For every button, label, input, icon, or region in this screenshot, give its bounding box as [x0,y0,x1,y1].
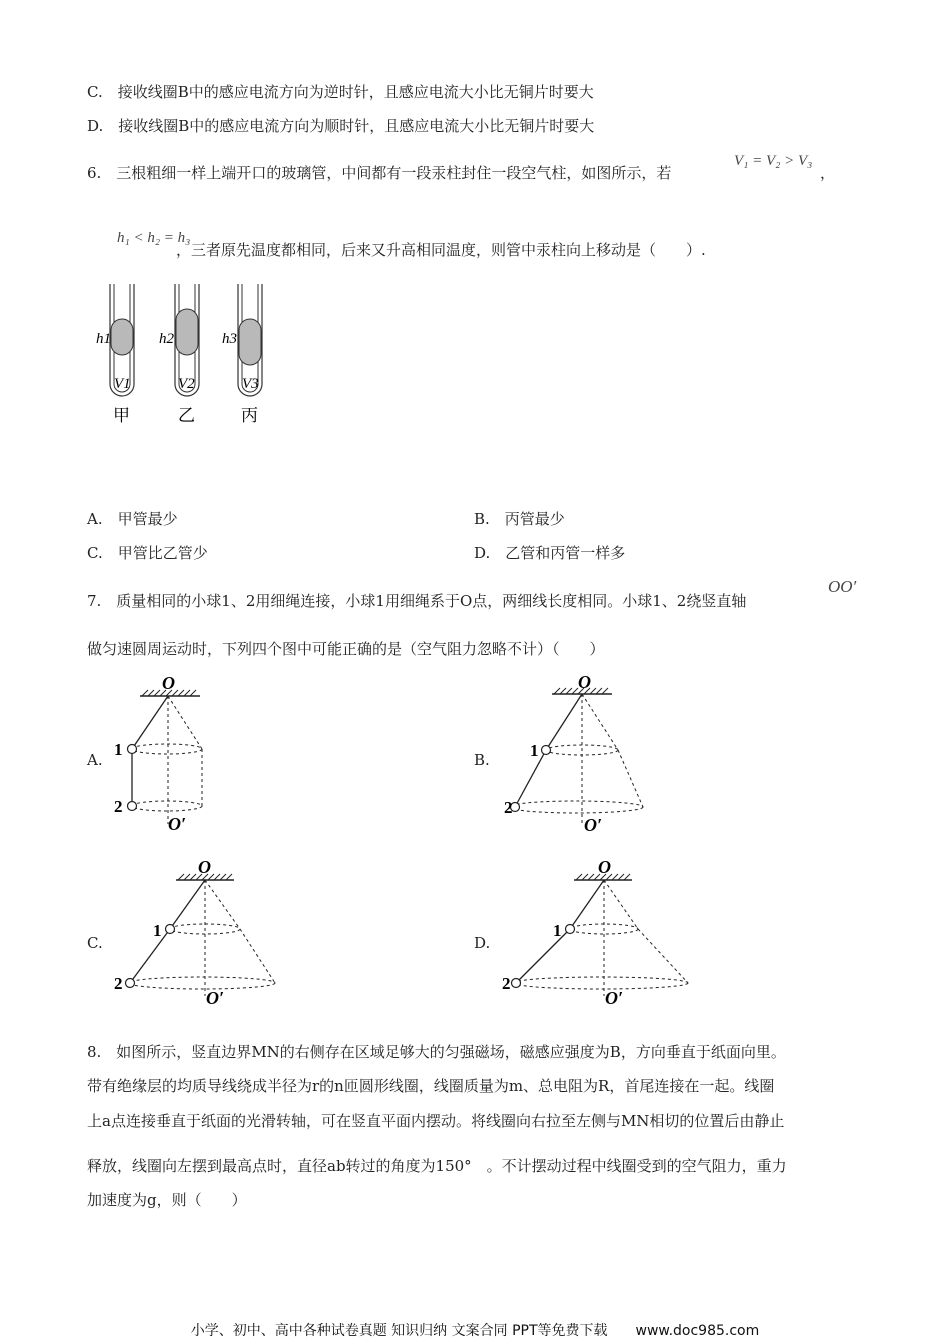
ball-2 [512,979,521,988]
ball-1 [566,925,575,934]
q7-stem-line1: 7. 质量相同的小球1、2用细绳连接，小球1用细绳系于O点，两细线长度相同。小球1、2绕竖直轴 [87,592,747,610]
v2-label: V2 [178,376,195,392]
q7-figure-a [110,676,220,836]
h1-label: h1 [96,331,111,347]
point-o-prime: O′ [605,988,624,1008]
q7-stem-line2: 做匀速圆周运动时，下列四个图中可能正确的是（空气阻力忽略不计）（ ） [87,640,605,658]
tube-jia [96,284,134,396]
q6-condition-v: V₁ = V₂ > V₃ [734,153,813,169]
page-footer: 小学、初中、高中各种试卷真题 知识归纳 文案合同 PPT等免费下载 www.doc985.com [190,1323,760,1339]
point-o: O [198,857,211,877]
tube-label-yi: 乙 [178,406,195,425]
point-o-prime: O′ [206,988,225,1008]
q7-option-a-label: A. [87,751,103,769]
mercury-column-2 [176,309,198,355]
ball-1-label: 1 [153,921,162,940]
ball-1 [166,925,175,934]
point-o: O [598,857,611,877]
mercury-column-1 [111,319,133,355]
q7-figure-c [110,856,280,1010]
q6-tubes-figure [92,284,272,434]
q7-figure-b [500,674,650,836]
q8-line1: 8. 如图所示，竖直边界MN的右侧存在区域足够大的匀强磁场，磁感应强度为B，方向垂直于纸面向里。 [87,1043,786,1061]
q5-option-c: C. 接收线圈B中的感应电流方向为逆时针，且感应电流大小比无铜片时要大 [87,83,594,101]
point-o: O [162,676,175,693]
q8-line2: 带有绝缘层的均质导线绕成半径为r的n匝圆形线圈，线圈质量为m、总电阻为R，首尾连接在一起。线圈 [87,1077,775,1095]
q7-option-b-label: B. [474,751,490,769]
ball-1 [542,746,551,755]
h2-label: h2 [159,331,174,347]
q8-line5: 加速度为g，则（ ） [87,1191,247,1209]
ball-2-label: 2 [504,798,513,817]
ball-1-label: 1 [553,921,562,940]
q6-option-d: D. 乙管和丙管一样多 [474,544,626,562]
ball-2 [128,802,137,811]
mercury-column-3 [239,319,261,365]
ball-1-label: 1 [114,740,123,759]
q8-line3: 上a点连接垂直于纸面的光滑转轴，可在竖直平面内摆动。将线圈向右拉至左侧与MN相切的位置后由静止 [87,1112,785,1130]
q7-option-d-label: D. [474,934,491,952]
q6-option-c: C. 甲管比乙管少 [87,544,208,562]
tube-bing [222,284,262,396]
point-o-prime: O′ [584,815,603,835]
tube-yi [159,284,199,396]
q6-option-b: B. 丙管最少 [474,510,565,528]
q6-condition-h: h₁ < h₂ = h₃ [117,230,191,246]
ball-2-label: 2 [502,974,511,993]
q6-stem-line2: ，三者原先温度都相同，后来又升高相同温度，则管中汞柱向上移动是（ ）. [176,241,706,259]
q6-option-a: A. 甲管最少 [87,510,178,528]
q7-option-c-label: C. [87,934,103,952]
v3-label: V3 [242,376,259,392]
q8-line4: 释放，线圈向左摆到最高点时，直径ab转过的角度为150° 。不计摆动过程中线圈受到的空气阻力，重力 [87,1157,787,1175]
q6-stem-line1: 6. 三根粗细一样上端开口的玻璃管，中间都有一段汞柱封住一段空气柱，如图所示，若 [87,164,672,182]
q6-comma: ， [820,164,836,182]
point-o-prime: O′ [168,814,187,834]
q7-axis-label: OO′ [828,577,857,596]
h3-label: h3 [222,331,237,347]
ball-1 [128,745,137,754]
ball-2 [126,979,135,988]
q7-figure-d [498,856,698,1010]
ball-2-label: 2 [114,797,123,816]
ball-1-label: 1 [530,741,539,760]
tube-label-jia: 甲 [113,406,130,425]
q5-option-d: D. 接收线圈B中的感应电流方向为顺时针，且感应电流大小比无铜片时要大 [87,117,595,135]
point-o: O [578,674,591,692]
v1-label: V1 [114,376,131,392]
tube-label-bing: 丙 [241,406,258,425]
ball-2-label: 2 [114,974,123,993]
